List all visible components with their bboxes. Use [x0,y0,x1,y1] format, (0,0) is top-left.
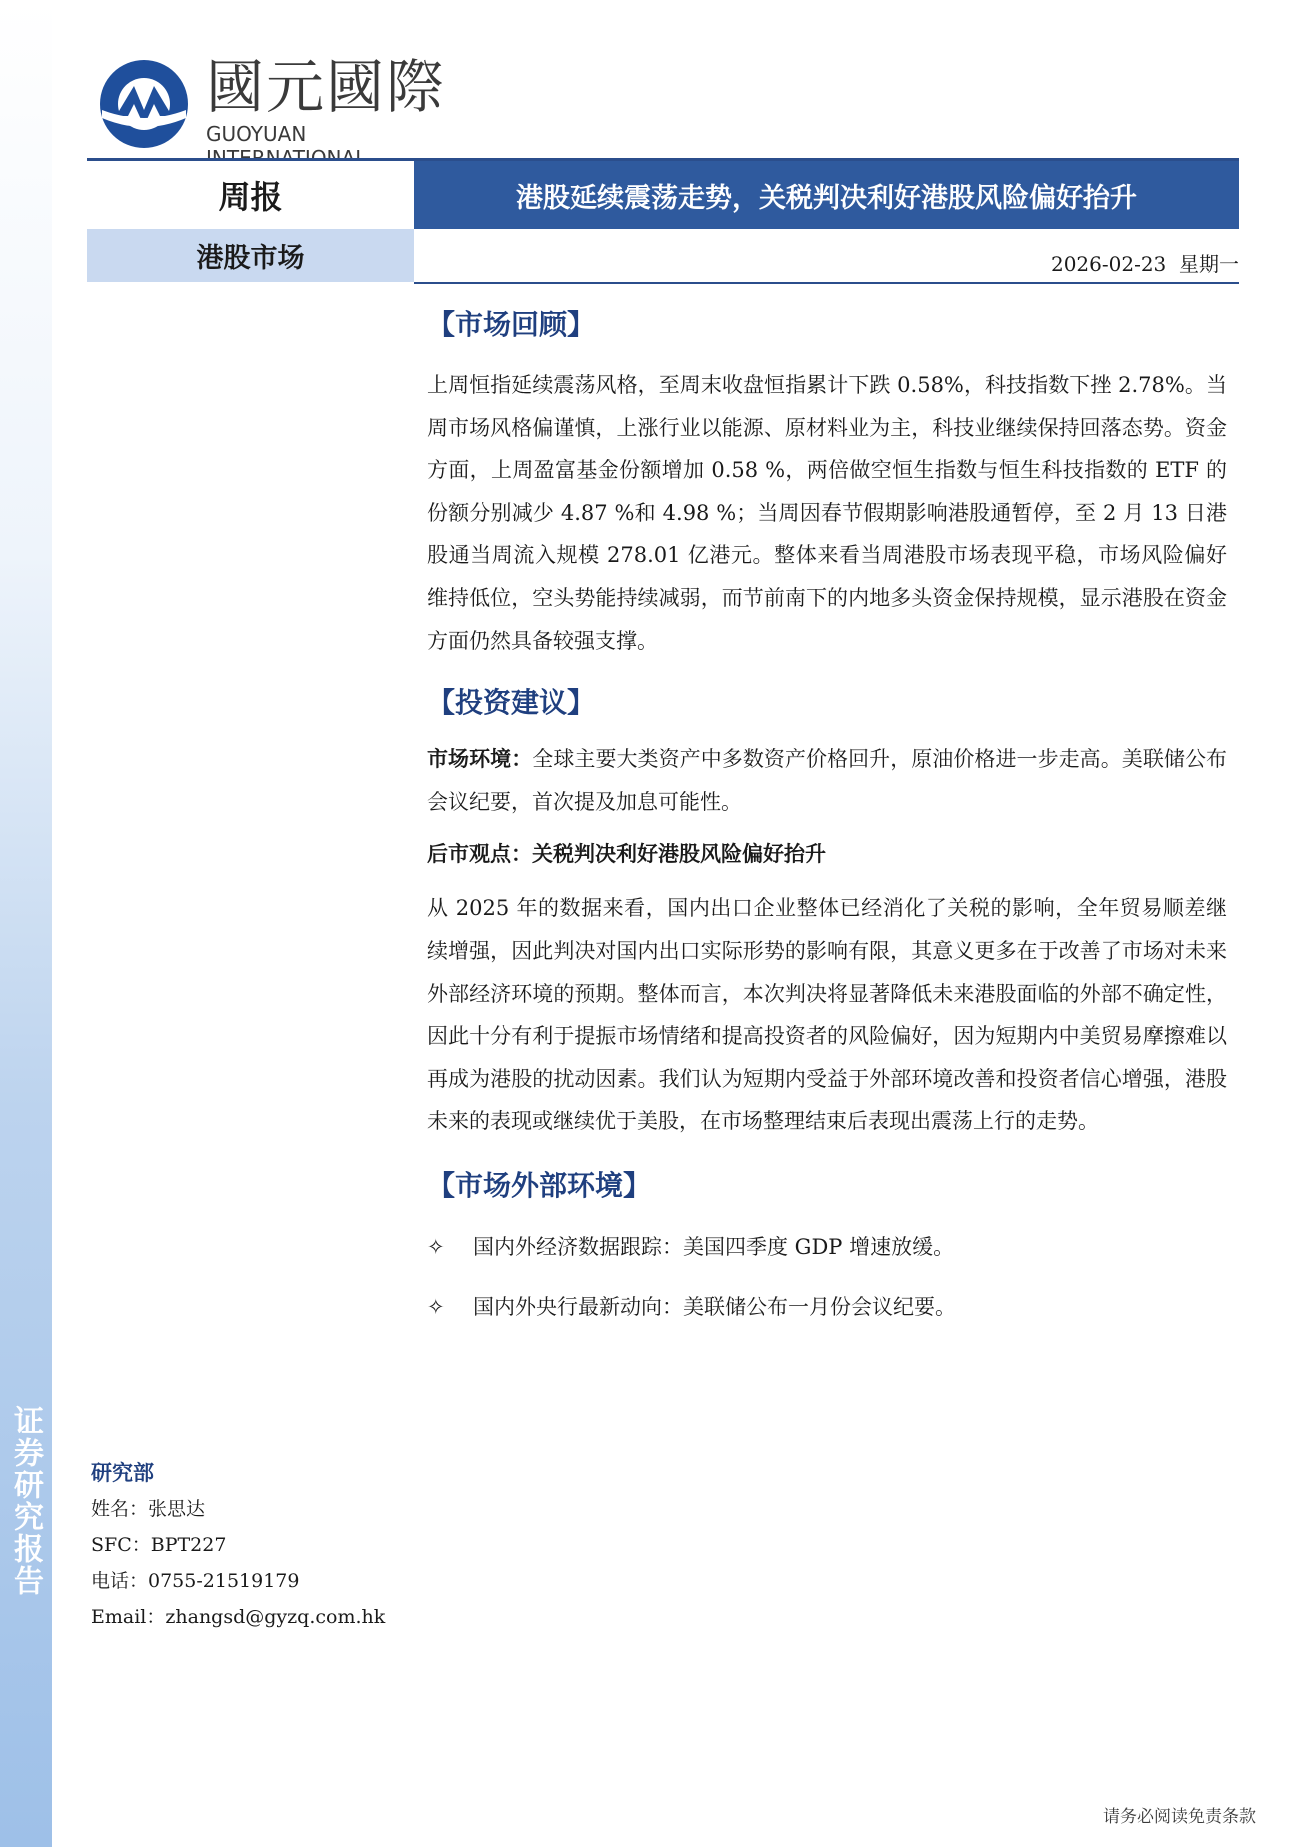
report-type: 周报 [87,161,414,229]
bullet-diamond-icon: ✧ [427,1234,445,1259]
company-logo [96,52,456,152]
analyst-email: Email：zhangsd@gyzq.com.hk [91,1606,386,1628]
logo-english-name: GUOYUAN [206,122,307,146]
section-title-advice: 【投资建议】 [427,686,596,720]
review-paragraph: 上周恒指延续震荡风格，至周末收盘恒指累计下跌 0.58%，科技指数下挫 2.78%。当周市场风格偏谨慎，上涨行业以能源、原材料业为主，科技业继续保持回落态势。资金方面，上周盈富基金份额增加 0.58 %，两倍做空恒生指数与恒生科技指数的 ETF 的份额分别减少 4.87 %和 4.98 %；当周因春节假期影响港股通暂停，至 2 月 13 日港股通当周流入规模 278.01 亿港元。整体来看当周港股市场表现平稳，市场风险偏好维持低位，空头势能持续减弱，而节前南下的内地多头资金保持规模，显示港股在资金方面仍然具备较强支撑。 [427,373,1227,653]
external-item-text: 国内外经济数据跟踪：美国四季度 GDP 增速放缓。 [473,1234,955,1259]
side-label: 证券研究报告 [8,1405,43,1597]
section-title-review: 【市场回顾】 [427,308,596,341]
footer-disclaimer: 请务必阅读免责条款 [1103,1807,1256,1827]
section-title-external: 【市场外部环境】 [427,1168,652,1202]
logo-chinese-name: 國元國際 [206,53,447,121]
external-item [427,1287,1227,1327]
logo-emblem-icon [96,56,192,152]
external-item-text: 国内外央行最新动向：美联储公布一月份会议纪要。 [473,1294,956,1319]
report-date: 2026-02-23 [1050,252,1167,276]
analyst-phone: 电话：0755-21519179 [91,1570,300,1592]
market-environment-label: 市场环境： [427,746,533,772]
analyst-sfc: SFC：BPT227 [91,1534,227,1556]
research-dept: 研究部 [91,1460,154,1485]
report-title: 港股延续震荡走势，关税判决利好港股风险偏好抬升 [414,161,1239,229]
outlook-heading: 后市观点：关税判决利好港股风险偏好抬升 [427,841,826,867]
outlook-paragraph: 从 2025 年的数据来看，国内出口企业整体已经消化了关税的影响，全年贸易顺差继续增强，因此判决对国内出口实际形势的影响有限，其意义更多在于改善了市场对未来外部经济环境的预期。整体而言，本次判决将显著降低未来港股面临的外部不确定性，因此十分有利于提振市场情绪和提高投资者的风险偏好，因为短期内中美贸易摩擦难以再成为港股的扰动因素。我们认为短期内受益于外部环境改善和投资者信心增强，港股未来的表现或继续优于美股，在市场整理结束后表现出震荡上行的走势。 [427,896,1227,1134]
report-weekday: 星期一 [1179,252,1239,276]
main-content [427,300,1227,1327]
report-category: 港股市场 [87,229,414,282]
market-environment-paragraph [427,738,1227,823]
research-contact [91,1455,431,1635]
bullet-diamond-icon: ✧ [427,1294,445,1319]
analyst-name: 姓名：张思达 [91,1498,206,1520]
report-date-line [1051,248,1239,277]
external-item [427,1227,1227,1267]
market-environment-text: 全球主要大类资产中多数资产价格回升，原油价格进一步走高。美联储公布会议纪要，首次提及加息可能性。 [427,747,1228,814]
date-rule [414,282,1239,284]
